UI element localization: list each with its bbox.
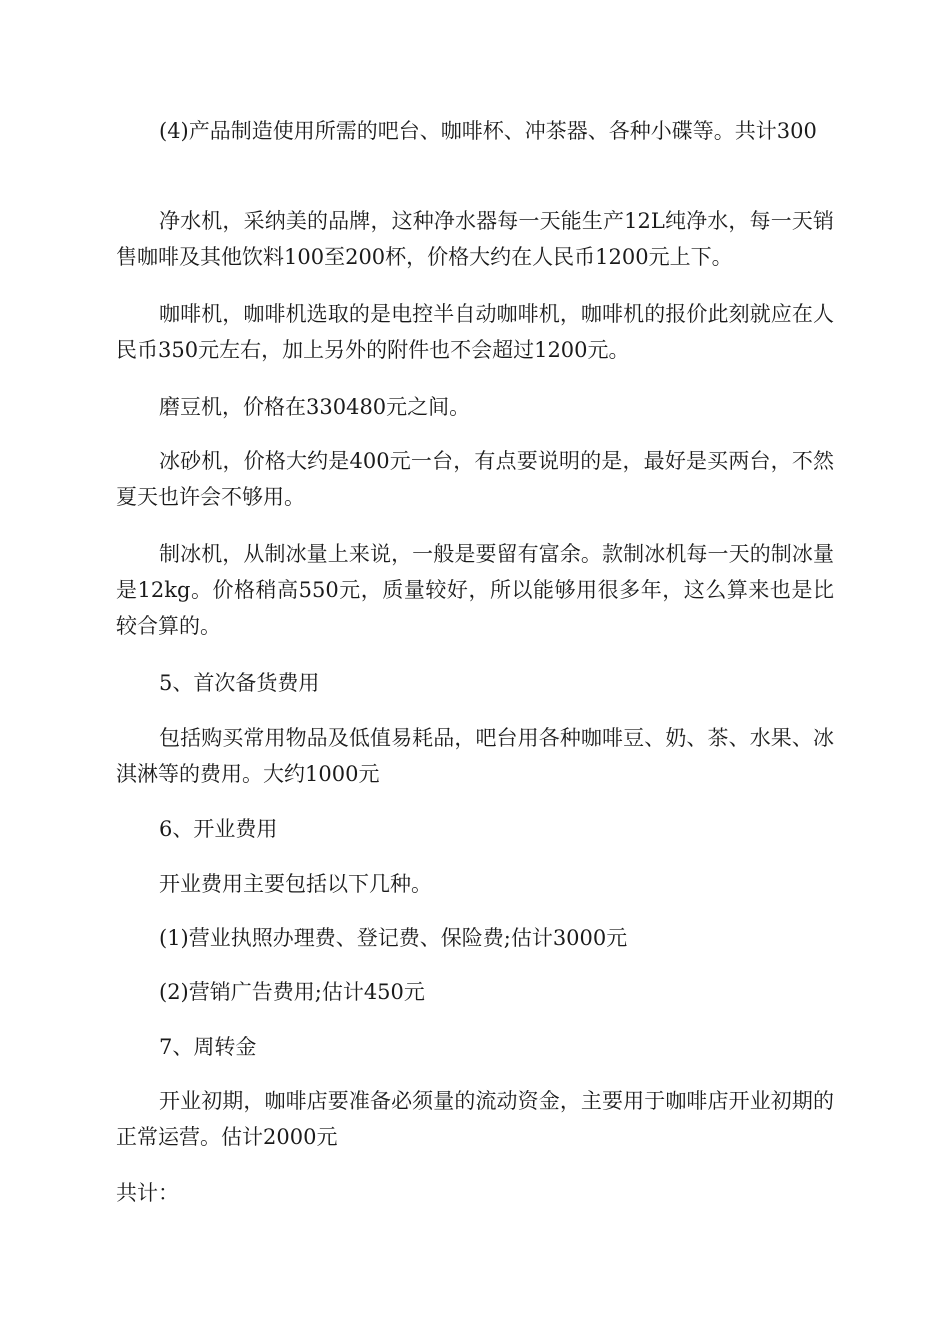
heading-initial-stock: 5、首次备货费用 — [159, 671, 320, 695]
paragraph-working-capital: 开业初期，咖啡店要准备必须量的流动资金，主要用于咖啡店开业初期的正常运营。估计2000元 — [116, 1089, 834, 1149]
paragraph-ice-maker: 制冰机，从制冰量上来说，一般是要留有富余。款制冰机每一天的制冰量是12kg。价格稍高550元，质量较好，所以能够用很多年，这么算来也是比较合算的。 — [116, 542, 834, 638]
heading-opening-costs: 6、开业费用 — [159, 817, 278, 841]
paragraph-ice-blender: 冰砂机，价格大约是400元一台，有点要说明的是，最好是买两台，不然夏天也许会不够用。 — [116, 449, 834, 509]
paragraph-total: 共计： — [116, 1181, 179, 1205]
paragraph-license-fees: (1)营业执照办理费、登记费、保险费;估计3000元 — [159, 926, 628, 950]
paragraph-marketing-fees: (2)营销广告费用;估计450元 — [159, 980, 425, 1004]
paragraph-initial-stock: 包括购买常用物品及低值易耗品，吧台用各种咖啡豆、奶、茶、水果、冰淇淋等的费用。大约1000元 — [116, 726, 834, 786]
paragraph-water-purifier: 净水机，采纳美的品牌，这种净水器每一天能生产12L纯净水，每一天销售咖啡及其他饮料100至200杯，价格大约在人民币1200元上下。 — [116, 209, 834, 269]
paragraph-opening-costs-intro: 开业费用主要包括以下几种。 — [159, 872, 432, 896]
paragraph-grinder: 磨豆机，价格在330480元之间。 — [159, 395, 471, 419]
paragraph-equipment-supplies: (4)产品制造使用所需的吧台、咖啡杯、冲茶器、各种小碟等。共计300 — [159, 119, 817, 143]
paragraph-coffee-machine: 咖啡机，咖啡机选取的是电控半自动咖啡机，咖啡机的报价此刻就应在人民币350元左右，加上另外的附件也不会超过1200元。 — [116, 302, 834, 362]
heading-working-capital: 7、周转金 — [159, 1035, 257, 1059]
